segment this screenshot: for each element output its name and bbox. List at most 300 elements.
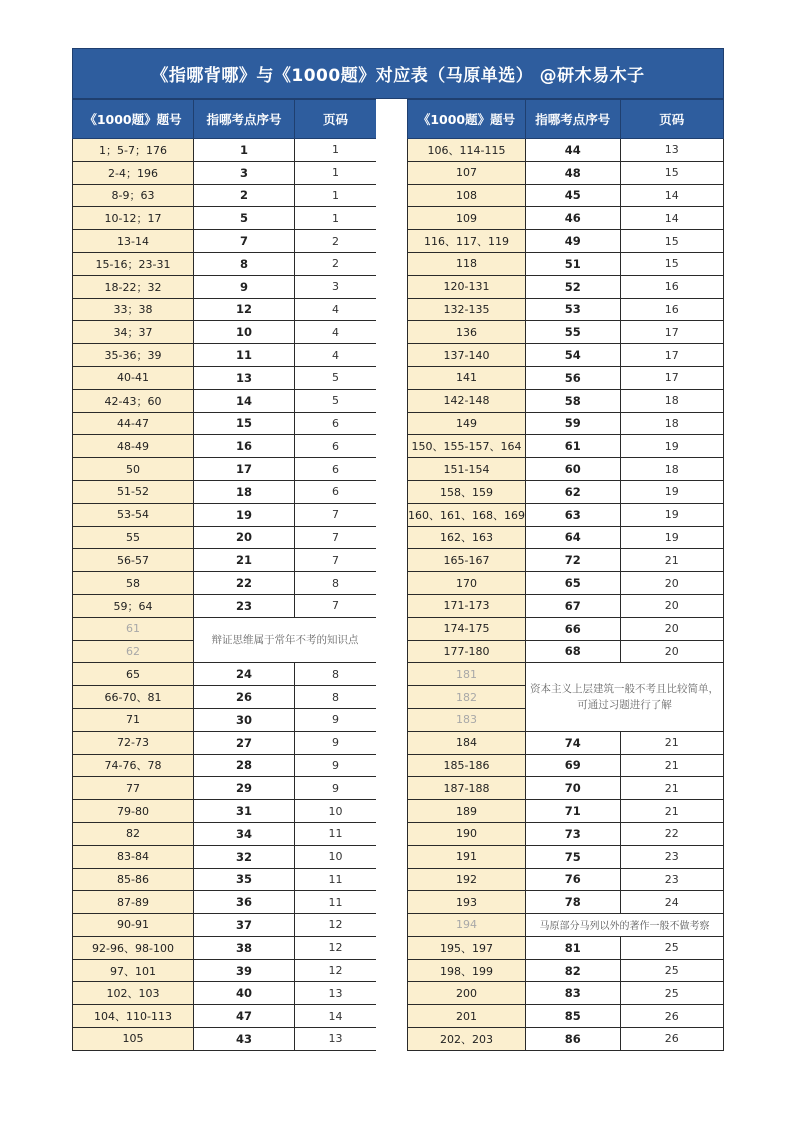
- question-number-cell: 182: [408, 686, 526, 709]
- table-row: [408, 959, 724, 982]
- point-number-cell: 24: [194, 663, 295, 686]
- table-row: [408, 344, 724, 367]
- table-row: [408, 503, 724, 526]
- question-number-cell: 158、159: [408, 480, 526, 503]
- point-number-cell: 73: [525, 822, 620, 845]
- question-number-cell: 102、103: [73, 982, 194, 1005]
- question-number-cell: 97、101: [73, 959, 194, 982]
- page-number-cell: 19: [620, 526, 723, 549]
- point-number-cell: 51: [525, 252, 620, 275]
- point-number-cell: 65: [525, 572, 620, 595]
- page-number-cell: 3: [295, 275, 377, 298]
- point-number-cell: 81: [525, 936, 620, 959]
- page-number-cell: 15: [620, 161, 723, 184]
- question-number-cell: 150、155-157、164: [408, 435, 526, 458]
- page-number-cell: 10: [295, 800, 377, 823]
- page-number-cell: 20: [620, 617, 723, 640]
- point-number-cell: 30: [194, 708, 295, 731]
- point-number-cell: 58: [525, 389, 620, 412]
- page-number-cell: 15: [620, 252, 723, 275]
- question-number-cell: 79-80: [73, 800, 194, 823]
- point-number-cell: 17: [194, 458, 295, 481]
- question-number-cell: 55: [73, 526, 194, 549]
- page-number-cell: 14: [295, 1005, 377, 1028]
- question-number-cell: 74-76、78: [73, 754, 194, 777]
- page-number-cell: 8: [295, 663, 377, 686]
- question-number-cell: 83-84: [73, 845, 194, 868]
- page-number-cell: 16: [620, 298, 723, 321]
- point-number-cell: 21: [194, 549, 295, 572]
- page-number-cell: 17: [620, 344, 723, 367]
- table-row: [408, 480, 724, 503]
- point-number-cell: 86: [525, 1028, 620, 1051]
- question-number-cell: 201: [408, 1005, 526, 1028]
- point-number-cell: 40: [194, 982, 295, 1005]
- question-number-cell: 92-96、98-100: [73, 936, 194, 959]
- page-number-cell: 23: [620, 868, 723, 891]
- table-row: [73, 1005, 377, 1028]
- question-number-cell: 1；5-7；176: [73, 139, 194, 162]
- question-number-cell: 193: [408, 891, 526, 914]
- point-number-cell: 66: [525, 617, 620, 640]
- page-number-cell: 9: [295, 708, 377, 731]
- table-row: [73, 389, 377, 412]
- page-number-cell: 20: [620, 594, 723, 617]
- point-number-cell: 53: [525, 298, 620, 321]
- page-number-cell: 24: [620, 891, 723, 914]
- point-number-cell: 68: [525, 640, 620, 663]
- table-row: [408, 982, 724, 1005]
- note-cell: 马原部分马列以外的著作一般不做考察: [525, 914, 723, 937]
- page-number-cell: 1: [295, 161, 377, 184]
- point-number-cell: 43: [194, 1028, 295, 1051]
- table-row: [73, 594, 377, 617]
- question-number-cell: 184: [408, 731, 526, 754]
- point-number-cell: 62: [525, 480, 620, 503]
- point-number-cell: 56: [525, 366, 620, 389]
- page-number-cell: 7: [295, 594, 377, 617]
- question-number-cell: 65: [73, 663, 194, 686]
- question-number-cell: 15-16；23-31: [73, 252, 194, 275]
- question-number-cell: 82: [73, 822, 194, 845]
- question-number-cell: 105: [73, 1028, 194, 1051]
- table-row: [73, 503, 377, 526]
- question-number-cell: 50: [73, 458, 194, 481]
- question-number-cell: 194: [408, 914, 526, 937]
- page-number-cell: 9: [295, 754, 377, 777]
- point-number-cell: 28: [194, 754, 295, 777]
- point-number-cell: 38: [194, 936, 295, 959]
- point-number-cell: 44: [525, 139, 620, 162]
- table-row: [408, 594, 724, 617]
- question-number-cell: 72-73: [73, 731, 194, 754]
- point-number-cell: 70: [525, 777, 620, 800]
- table-gap: [376, 99, 407, 1104]
- point-number-cell: 3: [194, 161, 295, 184]
- page-number-cell: 1: [295, 184, 377, 207]
- table-row: [73, 731, 377, 754]
- table-row: [408, 936, 724, 959]
- header-point-number: 指哪考点序号: [525, 100, 620, 139]
- page-number-cell: 6: [295, 458, 377, 481]
- table-row: [73, 663, 377, 686]
- page-number-cell: 21: [620, 800, 723, 823]
- left-table-body: [73, 139, 377, 1051]
- page-number-cell: 1: [295, 139, 377, 162]
- point-number-cell: 11: [194, 344, 295, 367]
- page-number-cell: 6: [295, 480, 377, 503]
- page-number-cell: 14: [620, 184, 723, 207]
- right-table: [407, 99, 724, 1051]
- question-number-cell: 59；64: [73, 594, 194, 617]
- point-number-cell: 10: [194, 321, 295, 344]
- table-row: [408, 526, 724, 549]
- page-number-cell: 7: [295, 549, 377, 572]
- table-row: [73, 344, 377, 367]
- page-number-cell: 9: [295, 777, 377, 800]
- page-title: 《指哪背哪》与《1000题》对应表（马原单选） @研木易木子: [72, 48, 724, 99]
- point-number-cell: 60: [525, 458, 620, 481]
- page-number-cell: 2: [295, 252, 377, 275]
- question-number-cell: 34；37: [73, 321, 194, 344]
- point-number-cell: 45: [525, 184, 620, 207]
- question-number-cell: 171-173: [408, 594, 526, 617]
- question-number-cell: 66-70、81: [73, 686, 194, 709]
- header-page: 页码: [295, 100, 377, 139]
- question-number-cell: 61: [73, 617, 194, 640]
- table-row: [408, 161, 724, 184]
- table-row: [408, 1005, 724, 1028]
- table-row: [73, 480, 377, 503]
- page-number-cell: 22: [620, 822, 723, 845]
- page-number-cell: 11: [295, 868, 377, 891]
- table-row: [408, 1028, 724, 1051]
- header-page: 页码: [620, 100, 723, 139]
- table-row: [73, 184, 377, 207]
- page-number-cell: 2: [295, 230, 377, 253]
- table-row: [73, 914, 377, 937]
- page-number-cell: 11: [295, 891, 377, 914]
- page-number-cell: 4: [295, 344, 377, 367]
- table-row: [408, 139, 724, 162]
- point-number-cell: 47: [194, 1005, 295, 1028]
- question-number-cell: 108: [408, 184, 526, 207]
- left-header-row: [73, 100, 377, 139]
- table-row: [408, 549, 724, 572]
- page-number-cell: 25: [620, 936, 723, 959]
- page-number-cell: 26: [620, 1028, 723, 1051]
- table-row: [73, 617, 377, 640]
- point-number-cell: 27: [194, 731, 295, 754]
- table-row: [408, 275, 724, 298]
- table-row: [73, 572, 377, 595]
- question-number-cell: 132-135: [408, 298, 526, 321]
- point-number-cell: 15: [194, 412, 295, 435]
- question-number-cell: 106、114-115: [408, 139, 526, 162]
- question-number-cell: 142-148: [408, 389, 526, 412]
- question-number-cell: 189: [408, 800, 526, 823]
- page-number-cell: 14: [620, 207, 723, 230]
- question-number-cell: 8-9；63: [73, 184, 194, 207]
- question-number-cell: 187-188: [408, 777, 526, 800]
- table-row: [73, 777, 377, 800]
- table-row: [73, 891, 377, 914]
- question-number-cell: 18-22；32: [73, 275, 194, 298]
- table-row: [408, 617, 724, 640]
- point-number-cell: 74: [525, 731, 620, 754]
- table-row: [408, 389, 724, 412]
- table-row: [73, 982, 377, 1005]
- point-number-cell: 19: [194, 503, 295, 526]
- header-question-number: 《1000题》题号: [73, 100, 194, 139]
- page-number-cell: 19: [620, 435, 723, 458]
- table-row: [73, 366, 377, 389]
- table-row: [408, 230, 724, 253]
- point-number-cell: 83: [525, 982, 620, 1005]
- table-row: [73, 412, 377, 435]
- table-row: [73, 936, 377, 959]
- point-number-cell: 59: [525, 412, 620, 435]
- table-row: [73, 161, 377, 184]
- question-number-cell: 141: [408, 366, 526, 389]
- point-number-cell: 35: [194, 868, 295, 891]
- header-point-number: 指哪考点序号: [194, 100, 295, 139]
- page-number-cell: 8: [295, 686, 377, 709]
- point-number-cell: 63: [525, 503, 620, 526]
- table-row: [73, 139, 377, 162]
- question-number-cell: 35-36；39: [73, 344, 194, 367]
- table-row: [408, 640, 724, 663]
- table-row: [408, 731, 724, 754]
- point-number-cell: 54: [525, 344, 620, 367]
- question-number-cell: 107: [408, 161, 526, 184]
- table-row: [408, 800, 724, 823]
- question-number-cell: 183: [408, 708, 526, 731]
- page-number-cell: 18: [620, 412, 723, 435]
- page-number-cell: 7: [295, 503, 377, 526]
- page-number-cell: 16: [620, 275, 723, 298]
- table-row: [73, 708, 377, 731]
- note-cell: 资本主义上层建筑一般不考且比较简单，可通过习题进行了解: [525, 663, 723, 731]
- page-number-cell: 25: [620, 959, 723, 982]
- question-number-cell: 195、197: [408, 936, 526, 959]
- point-number-cell: 55: [525, 321, 620, 344]
- question-number-cell: 149: [408, 412, 526, 435]
- correspondence-sheet: [72, 48, 724, 1104]
- page-number-cell: 21: [620, 731, 723, 754]
- table-row: [73, 549, 377, 572]
- point-number-cell: 82: [525, 959, 620, 982]
- question-number-cell: 202、203: [408, 1028, 526, 1051]
- table-row: [408, 891, 724, 914]
- right-header-row: [408, 100, 724, 139]
- question-number-cell: 162、163: [408, 526, 526, 549]
- table-row: [408, 321, 724, 344]
- page-number-cell: 13: [295, 1028, 377, 1051]
- table-row: [73, 321, 377, 344]
- question-number-cell: 174-175: [408, 617, 526, 640]
- point-number-cell: 69: [525, 754, 620, 777]
- point-number-cell: 18: [194, 480, 295, 503]
- page-number-cell: 20: [620, 640, 723, 663]
- question-number-cell: 137-140: [408, 344, 526, 367]
- question-number-cell: 40-41: [73, 366, 194, 389]
- table-row: [73, 868, 377, 891]
- question-number-cell: 200: [408, 982, 526, 1005]
- point-number-cell: 12: [194, 298, 295, 321]
- page-number-cell: 8: [295, 572, 377, 595]
- point-number-cell: 52: [525, 275, 620, 298]
- page-number-cell: 17: [620, 321, 723, 344]
- page-number-cell: 21: [620, 777, 723, 800]
- point-number-cell: 2: [194, 184, 295, 207]
- point-number-cell: 46: [525, 207, 620, 230]
- page-number-cell: 6: [295, 435, 377, 458]
- table-row: [73, 252, 377, 275]
- point-number-cell: 14: [194, 389, 295, 412]
- point-number-cell: 16: [194, 435, 295, 458]
- page-number-cell: 6: [295, 412, 377, 435]
- question-number-cell: 53-54: [73, 503, 194, 526]
- question-number-cell: 90-91: [73, 914, 194, 937]
- question-number-cell: 42-43；60: [73, 389, 194, 412]
- page-number-cell: 21: [620, 754, 723, 777]
- question-number-cell: 120-131: [408, 275, 526, 298]
- point-number-cell: 26: [194, 686, 295, 709]
- point-number-cell: 78: [525, 891, 620, 914]
- question-number-cell: 191: [408, 845, 526, 868]
- point-number-cell: 71: [525, 800, 620, 823]
- table-row: [73, 1028, 377, 1051]
- table-row: [408, 777, 724, 800]
- table-row: [73, 526, 377, 549]
- table-row: [73, 458, 377, 481]
- question-number-cell: 71: [73, 708, 194, 731]
- point-number-cell: 49: [525, 230, 620, 253]
- question-number-cell: 192: [408, 868, 526, 891]
- page-number-cell: 25: [620, 982, 723, 1005]
- question-number-cell: 177-180: [408, 640, 526, 663]
- question-number-cell: 33；38: [73, 298, 194, 321]
- question-number-cell: 181: [408, 663, 526, 686]
- table-row: [73, 822, 377, 845]
- question-number-cell: 190: [408, 822, 526, 845]
- question-number-cell: 56-57: [73, 549, 194, 572]
- question-number-cell: 160、161、168、169: [408, 503, 526, 526]
- table-row: [408, 252, 724, 275]
- point-number-cell: 9: [194, 275, 295, 298]
- question-number-cell: 136: [408, 321, 526, 344]
- page-number-cell: 15: [620, 230, 723, 253]
- page-number-cell: 12: [295, 914, 377, 937]
- table-row: [73, 207, 377, 230]
- table-row: [73, 230, 377, 253]
- point-number-cell: 7: [194, 230, 295, 253]
- page-number-cell: 5: [295, 389, 377, 412]
- table-row: [408, 435, 724, 458]
- page-number-cell: 10: [295, 845, 377, 868]
- table-row: [73, 800, 377, 823]
- point-number-cell: 22: [194, 572, 295, 595]
- question-number-cell: 104、110-113: [73, 1005, 194, 1028]
- point-number-cell: 75: [525, 845, 620, 868]
- tables-area: [72, 99, 724, 1104]
- question-number-cell: 13-14: [73, 230, 194, 253]
- page-number-cell: 12: [295, 959, 377, 982]
- table-row: [73, 959, 377, 982]
- question-number-cell: 87-89: [73, 891, 194, 914]
- table-row: [408, 663, 724, 686]
- point-number-cell: 39: [194, 959, 295, 982]
- question-number-cell: 51-52: [73, 480, 194, 503]
- left-table: [72, 99, 377, 1051]
- point-number-cell: 8: [194, 252, 295, 275]
- page-number-cell: 5: [295, 366, 377, 389]
- table-row: [408, 298, 724, 321]
- table-row: [408, 822, 724, 845]
- question-number-cell: 109: [408, 207, 526, 230]
- table-row: [408, 754, 724, 777]
- question-number-cell: 10-12；17: [73, 207, 194, 230]
- page-number-cell: 7: [295, 526, 377, 549]
- page-number-cell: 1: [295, 207, 377, 230]
- question-number-cell: 198、199: [408, 959, 526, 982]
- question-number-cell: 77: [73, 777, 194, 800]
- table-row: [408, 868, 724, 891]
- page-number-cell: 26: [620, 1005, 723, 1028]
- page-number-cell: 9: [295, 731, 377, 754]
- question-number-cell: 58: [73, 572, 194, 595]
- question-number-cell: 85-86: [73, 868, 194, 891]
- question-number-cell: 44-47: [73, 412, 194, 435]
- table-row: [408, 412, 724, 435]
- point-number-cell: 61: [525, 435, 620, 458]
- table-row: [408, 845, 724, 868]
- question-number-cell: 151-154: [408, 458, 526, 481]
- table-row: [408, 366, 724, 389]
- table-row: [73, 298, 377, 321]
- table-row: [408, 458, 724, 481]
- page-number-cell: 13: [620, 139, 723, 162]
- point-number-cell: 76: [525, 868, 620, 891]
- note-cell: 辩证思维属于常年不考的知识点: [194, 617, 377, 663]
- question-number-cell: 116、117、119: [408, 230, 526, 253]
- page-number-cell: 4: [295, 298, 377, 321]
- page-number-cell: 13: [295, 982, 377, 1005]
- point-number-cell: 36: [194, 891, 295, 914]
- point-number-cell: 5: [194, 207, 295, 230]
- header-question-number: 《1000题》题号: [408, 100, 526, 139]
- point-number-cell: 23: [194, 594, 295, 617]
- point-number-cell: 34: [194, 822, 295, 845]
- page-number-cell: 18: [620, 458, 723, 481]
- question-number-cell: 48-49: [73, 435, 194, 458]
- point-number-cell: 64: [525, 526, 620, 549]
- page-number-cell: 21: [620, 549, 723, 572]
- page-number-cell: 17: [620, 366, 723, 389]
- point-number-cell: 29: [194, 777, 295, 800]
- right-table-body: [408, 139, 724, 1051]
- point-number-cell: 1: [194, 139, 295, 162]
- point-number-cell: 32: [194, 845, 295, 868]
- page-number-cell: 20: [620, 572, 723, 595]
- point-number-cell: 72: [525, 549, 620, 572]
- question-number-cell: 165-167: [408, 549, 526, 572]
- point-number-cell: 20: [194, 526, 295, 549]
- page-number-cell: 19: [620, 480, 723, 503]
- question-number-cell: 170: [408, 572, 526, 595]
- page-number-cell: 23: [620, 845, 723, 868]
